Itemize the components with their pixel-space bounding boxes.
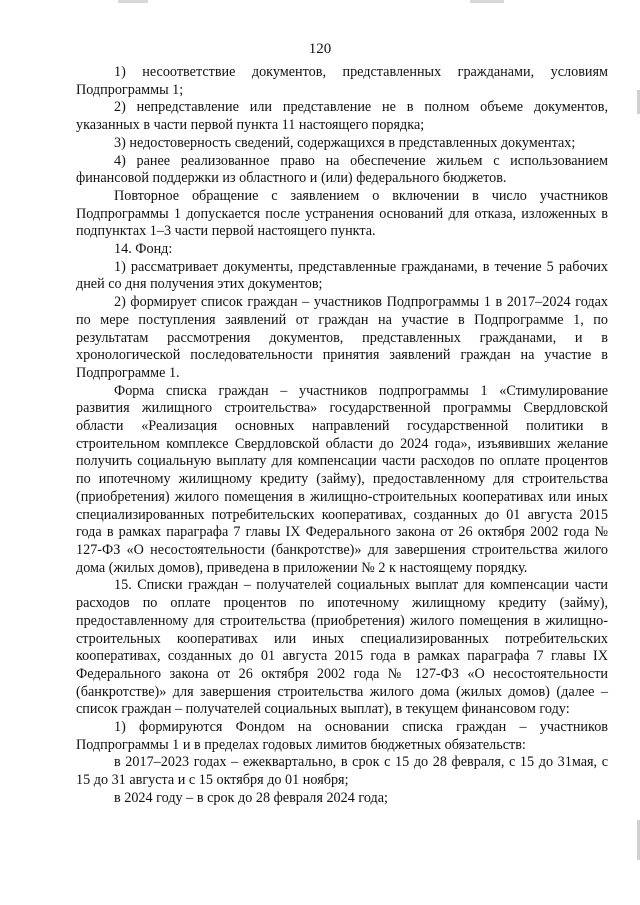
paragraph: 1) рассматривает документы, представленные гражданами, в течение 5 рабочих дней со дня получения этих документов; bbox=[76, 258, 608, 293]
document-body bbox=[76, 64, 608, 808]
paragraph: 2) формирует список граждан – участников Подпрограммы 1 в 2017–2024 годах по мере поступления заявлений от граждан на участие в Подпрограмме 1, по результатам рассмотрения документов, представленных гражданами, и в хронологической последовательности принятия заявлений граждан на участие в Подпрограмме 1. bbox=[76, 294, 608, 381]
paragraph: 4) ранее реализованное право на обеспечение жильем с использованием финансовой поддержки из областного и (или) федерального бюджетов. bbox=[76, 152, 608, 187]
paragraph: Форма списка граждан – участников подпрограммы 1 «Стимулирование развития жилищного строительства» государственной программы Свердловской области «Реализация основных направлений государственной политики в строительном комплексе Свердловской области до 2024 года», изъявивших желание получить социальную выплату для компенсации части расходов по оплате процентов по ипотечному жилищному кредиту (займу), предоставленному для строительства (приобретения) жилого помещения в жилищно-строительных кооперативах или иных специализированных потребительских кооперативах, созданных до 01 августа 2015 года в рамках параграфа 7 главы IX Федерального закона от 26 октября 2002 года № 127-ФЗ «О несостоятельности (банкротстве)» для завершения строительства жилого дома (жилых домов), приведена в приложении № 2 к настоящему порядку. bbox=[76, 382, 608, 576]
paragraph: 2) непредставление или представление не в полном объеме документов, указанных в части первой пункта 11 настоящего порядка; bbox=[76, 99, 608, 134]
paragraph: 1) формируются Фондом на основании списка граждан – участников Подпрограммы 1 и в пределах годовых лимитов бюджетных обязательств: bbox=[76, 719, 608, 753]
section-heading: 14. Фонд: bbox=[114, 241, 173, 258]
paragraph: 3) недостоверность сведений, содержащихся в представленных документах; bbox=[114, 134, 576, 151]
scan-edge-mark bbox=[470, 0, 504, 3]
page-number: 120 bbox=[308, 41, 332, 57]
paragraph: 15. Списки граждан – получателей социальных выплат для компенсации части расходов по оплате процентов по ипотечному жилищному кредиту (займу), предоставленному для строительства (приобретения) жилого помещения в жилищно-строительных кооперативах или иных специализированных потребительских кооперативах, созданных до 01 августа 2015 года в рамках параграфа 7 главы IX Федерального закона от 26 октября 2002 года № 127-ФЗ «О несостоятельности (банкротстве)» для завершения строительства жилого дома (жилых домов) (далее – список граждан – получателей социальных выплат), в текущем финансовом году: bbox=[76, 577, 608, 718]
scan-edge-mark bbox=[118, 0, 148, 3]
paragraph: в 2024 году – в срок до 28 февраля 2024 года; bbox=[114, 789, 388, 806]
paragraph: 1) несоответствие документов, представленных гражданами, условиям Подпрограммы 1; bbox=[76, 64, 608, 98]
paragraph: в 2017–2023 годах – ежеквартально, в срок с 15 до 28 февраля, с 15 до 31мая, с 15 до 31 августа и с 15 октября до 01 ноября; bbox=[76, 754, 608, 789]
paragraph: Повторное обращение с заявлением о включении в число участников Подпрограммы 1 допускается после устранения оснований для отказа, изложенных в подпунктах 1–3 части первой настоящего пункта. bbox=[76, 187, 608, 240]
